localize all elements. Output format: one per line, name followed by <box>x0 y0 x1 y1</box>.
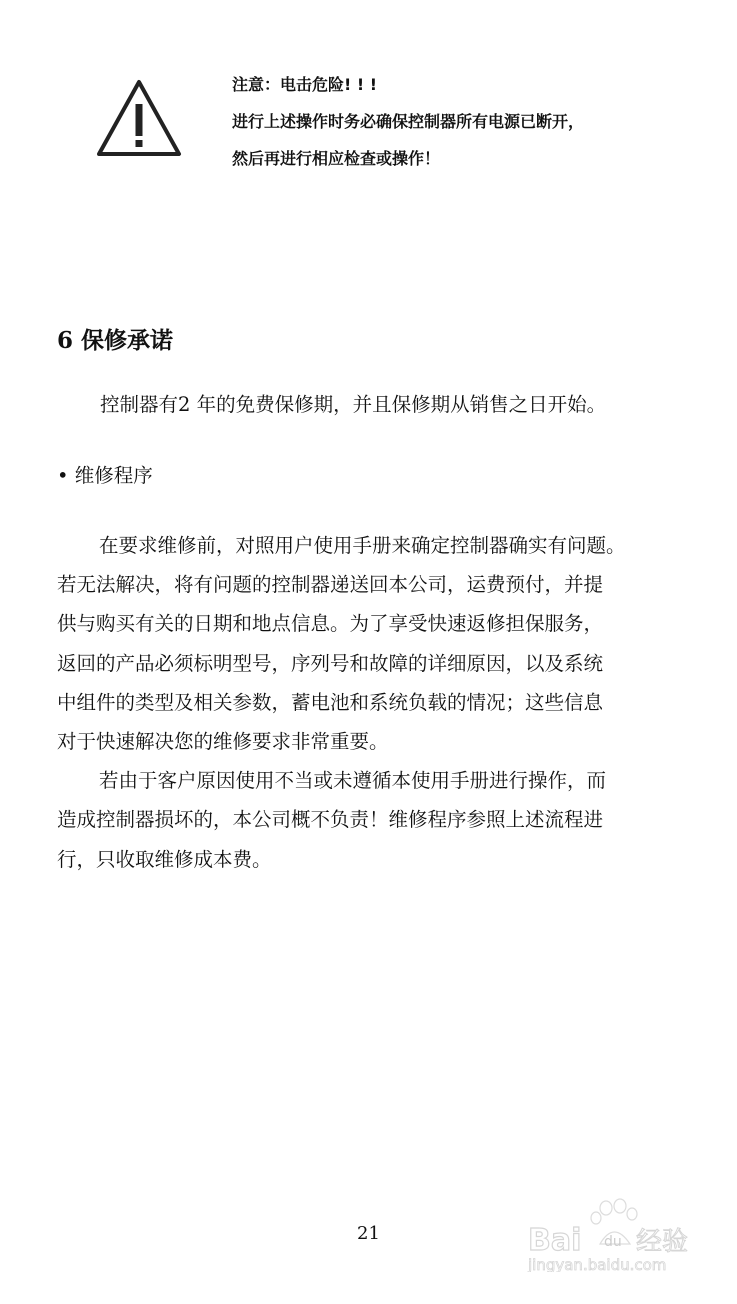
text-line: 在要求维修前，对照用户使用手册来确定控制器确实有问题。 <box>99 534 626 557</box>
warning-line: 然后再进行相应检查或操作！ <box>232 149 441 168</box>
text-line: 行，只收取维修成本费。 <box>57 847 272 871</box>
warning-title: 注意：电击危险! ! ! <box>232 75 378 94</box>
svg-text:jingyan.baidu.com: jingyan.baidu.com <box>528 1256 667 1272</box>
page-number: 21 <box>357 1223 380 1244</box>
text-line: 若由于客户原因使用不当或未遵循本使用手册进行操作，而 <box>99 769 607 793</box>
svg-text:du: du <box>604 1234 622 1250</box>
section-heading: 6 保修承诺 <box>57 327 174 354</box>
repair-procedure-body <box>57 526 626 879</box>
text-line: 若无法解决，将有问题的控制器递送回本公司，运费预付，并提 <box>57 573 604 597</box>
svg-text:经验: 经验 <box>636 1227 689 1257</box>
baidu-watermark-logo <box>526 1192 706 1272</box>
text-line: 中组件的类型及相关参数，蓄电池和系统负载的情况；这些信息 <box>57 690 604 714</box>
text-line: 返回的产品必须标明型号，序列号和故障的详细原因，以及系统 <box>57 651 604 675</box>
text-line: 对于快速解决您的维修要求非常重要。 <box>57 730 389 754</box>
text-line: 供与购买有关的日期和地点信息。为了享受快速返修担保服务， <box>57 612 604 636</box>
warning-line: 进行上述操作时务必确保控制器所有电源已断开， <box>232 112 585 131</box>
warranty-intro: 控制器有2 年的免费保修期，并且保修期从销售之日开始。 <box>100 393 607 416</box>
text-line: 造成控制器损坏的，本公司概不负责！维修程序参照上述流程进 <box>57 808 604 832</box>
svg-text:Bai: Bai <box>528 1223 582 1258</box>
warning-text <box>232 66 584 177</box>
bullet-repair-procedure: • 维修程序 <box>57 464 153 487</box>
warning-triangle-icon <box>96 78 182 158</box>
